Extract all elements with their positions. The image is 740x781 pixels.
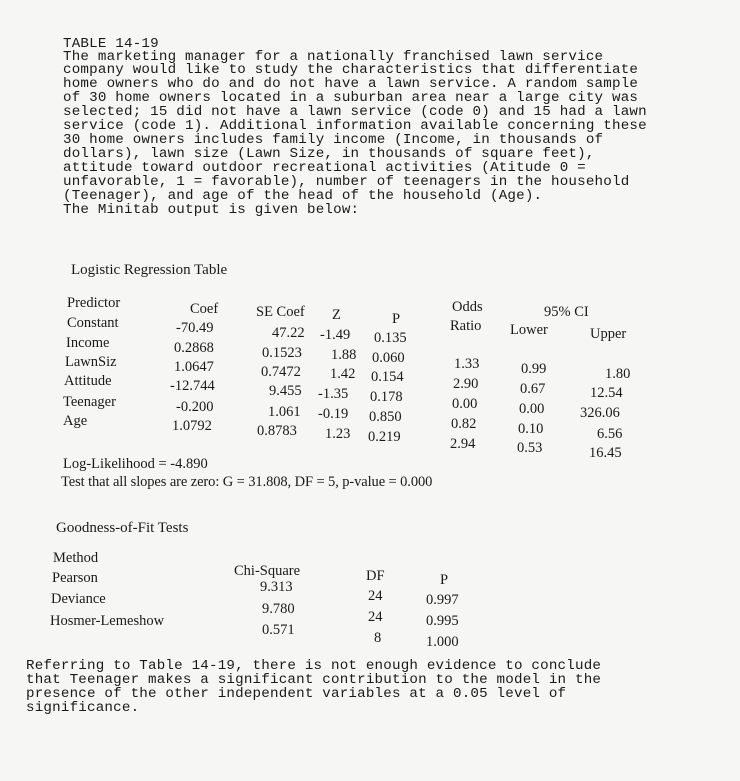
se-coef-value: 0.1523: [262, 345, 302, 361]
predictor-teenager: Teenager: [63, 394, 116, 410]
gof-method: Deviance: [51, 591, 106, 607]
ci-upper-value: 12.54: [590, 385, 623, 401]
p-value: 0.154: [371, 369, 404, 385]
se-coef-value: 47.22: [272, 325, 305, 341]
slopes-test: Test that all slopes are zero: G = 31.808, DF = 5, p-value = 0.000: [61, 474, 433, 490]
coef-value: 0.2868: [174, 340, 214, 356]
coef-value: 1.0792: [172, 418, 212, 434]
intro-line: company would like to study the characteristics that differentiate: [63, 62, 639, 78]
question-line: Referring to Table 14-19, there is not enough evidence to conclude: [26, 658, 602, 674]
intro-line: service (code 1). Additional information available concerning these: [63, 118, 647, 134]
gof-df: 24: [368, 588, 383, 604]
z-value: 1.88: [331, 347, 357, 363]
question-line: significance.: [26, 700, 140, 716]
gof-method: Pearson: [52, 570, 98, 586]
gof-chi: 0.571: [262, 622, 295, 638]
p-value: 0.135: [374, 330, 407, 346]
gof-df: 24: [368, 609, 383, 625]
coef-value: -12.744: [170, 378, 215, 394]
intro-line: home owners who do and do not have a lawn service. A random sample: [63, 76, 639, 92]
header-z: Z: [332, 307, 341, 323]
p-value: 0.060: [372, 350, 405, 366]
p-value: 0.178: [370, 389, 403, 405]
p-value: 0.850: [369, 409, 402, 425]
intro-line: attitude toward outdoor recreational activities (Atitude 0 =: [63, 160, 586, 176]
odds-ratio-value: 1.33: [454, 356, 480, 372]
intro-line: 30 home owners includes family income (Income, in thousands of: [63, 132, 604, 148]
se-coef-value: 1.061: [268, 404, 301, 420]
odds-ratio-value: 2.90: [453, 376, 479, 392]
ci-upper-value: 1.80: [605, 366, 631, 382]
se-coef-value: 0.7472: [261, 364, 301, 380]
header-odds: Odds: [452, 299, 483, 315]
gof-df: 8: [374, 630, 382, 646]
ci-upper-value: 16.45: [589, 445, 622, 461]
z-value: -1.49: [320, 327, 351, 343]
z-value: -0.19: [318, 406, 349, 422]
header-ratio: Ratio: [450, 318, 482, 334]
intro-line: selected; 15 did not have a lawn service (code 0) and 15 had a lawn: [63, 104, 647, 120]
ci-upper-value: 6.56: [597, 426, 623, 442]
intro-line: (Teenager), and age of the head of the household (Age).: [63, 188, 543, 204]
gof-header-p: P: [440, 572, 449, 588]
ci-lower-value: 0.67: [520, 381, 546, 397]
ci-lower-value: 0.00: [519, 401, 545, 417]
gof-p: 0.997: [426, 592, 459, 608]
header-p: P: [392, 311, 401, 327]
header-ci: 95% CI: [544, 304, 589, 320]
intro-line: unfavorable, 1 = favorable), number of teenagers in the household: [63, 174, 630, 190]
coef-value: -0.200: [176, 399, 214, 415]
gof-header-method: Method: [53, 550, 99, 566]
z-value: 1.23: [325, 426, 351, 442]
z-value: 1.42: [330, 366, 356, 382]
intro-line: The marketing manager for a nationally franchised lawn service: [63, 49, 604, 65]
logistic-table-title: Logistic Regression Table: [71, 262, 228, 278]
se-coef-value: 0.8783: [257, 423, 297, 439]
header-coef: Coef: [190, 301, 219, 317]
log-likelihood: Log-Likelihood = -4.890: [63, 456, 208, 472]
gof-chi: 9.313: [260, 579, 293, 595]
header-predictor: Predictor: [67, 295, 121, 311]
gof-p: 1.000: [426, 634, 459, 650]
intro-line: dollars), lawn size (Lawn Size, in thousands of square feet),: [63, 146, 595, 162]
z-value: -1.35: [318, 386, 349, 402]
gof-header-chi: Chi-Square: [234, 563, 301, 579]
coef-value: -70.49: [176, 320, 214, 336]
predictor-income: Income: [66, 335, 110, 351]
ci-upper-value: 326.06: [580, 405, 620, 421]
header-lower: Lower: [510, 322, 548, 338]
ci-lower-value: 0.10: [518, 421, 544, 437]
odds-ratio-value: 2.94: [450, 436, 476, 452]
odds-ratio-value: 0.82: [451, 416, 477, 432]
predictor-constant: Constant: [67, 315, 119, 331]
gof-method: Hosmer-Lemeshow: [50, 613, 165, 629]
predictor-attitude: Attitude: [64, 373, 112, 389]
coef-value: 1.0647: [174, 359, 214, 375]
p-value: 0.219: [368, 429, 401, 445]
predictor-lawnsiz: LawnSiz: [65, 354, 117, 370]
question-line: presence of the other independent variables at a 0.05 level of: [26, 686, 567, 702]
gof-title: Goodness-of-Fit Tests: [56, 520, 189, 536]
header-upper: Upper: [590, 326, 627, 342]
odds-ratio-value: 0.00: [452, 396, 478, 412]
ci-lower-value: 0.53: [517, 440, 543, 456]
ci-lower-value: 0.99: [521, 361, 547, 377]
question-line: that Teenager makes a significant contribution to the model in the: [26, 672, 602, 688]
predictor-age: Age: [63, 413, 88, 429]
intro-line: The Minitab output is given below:: [63, 202, 360, 218]
header-se-coef: SE Coef: [256, 304, 305, 320]
table-title: TABLE 14-19: [63, 36, 159, 52]
intro-line: of 30 home owners located in a suburban area near a large city was: [63, 90, 639, 106]
se-coef-value: 9.455: [269, 383, 302, 399]
gof-p: 0.995: [426, 613, 459, 629]
gof-chi: 9.780: [262, 601, 295, 617]
gof-header-df: DF: [366, 568, 385, 584]
